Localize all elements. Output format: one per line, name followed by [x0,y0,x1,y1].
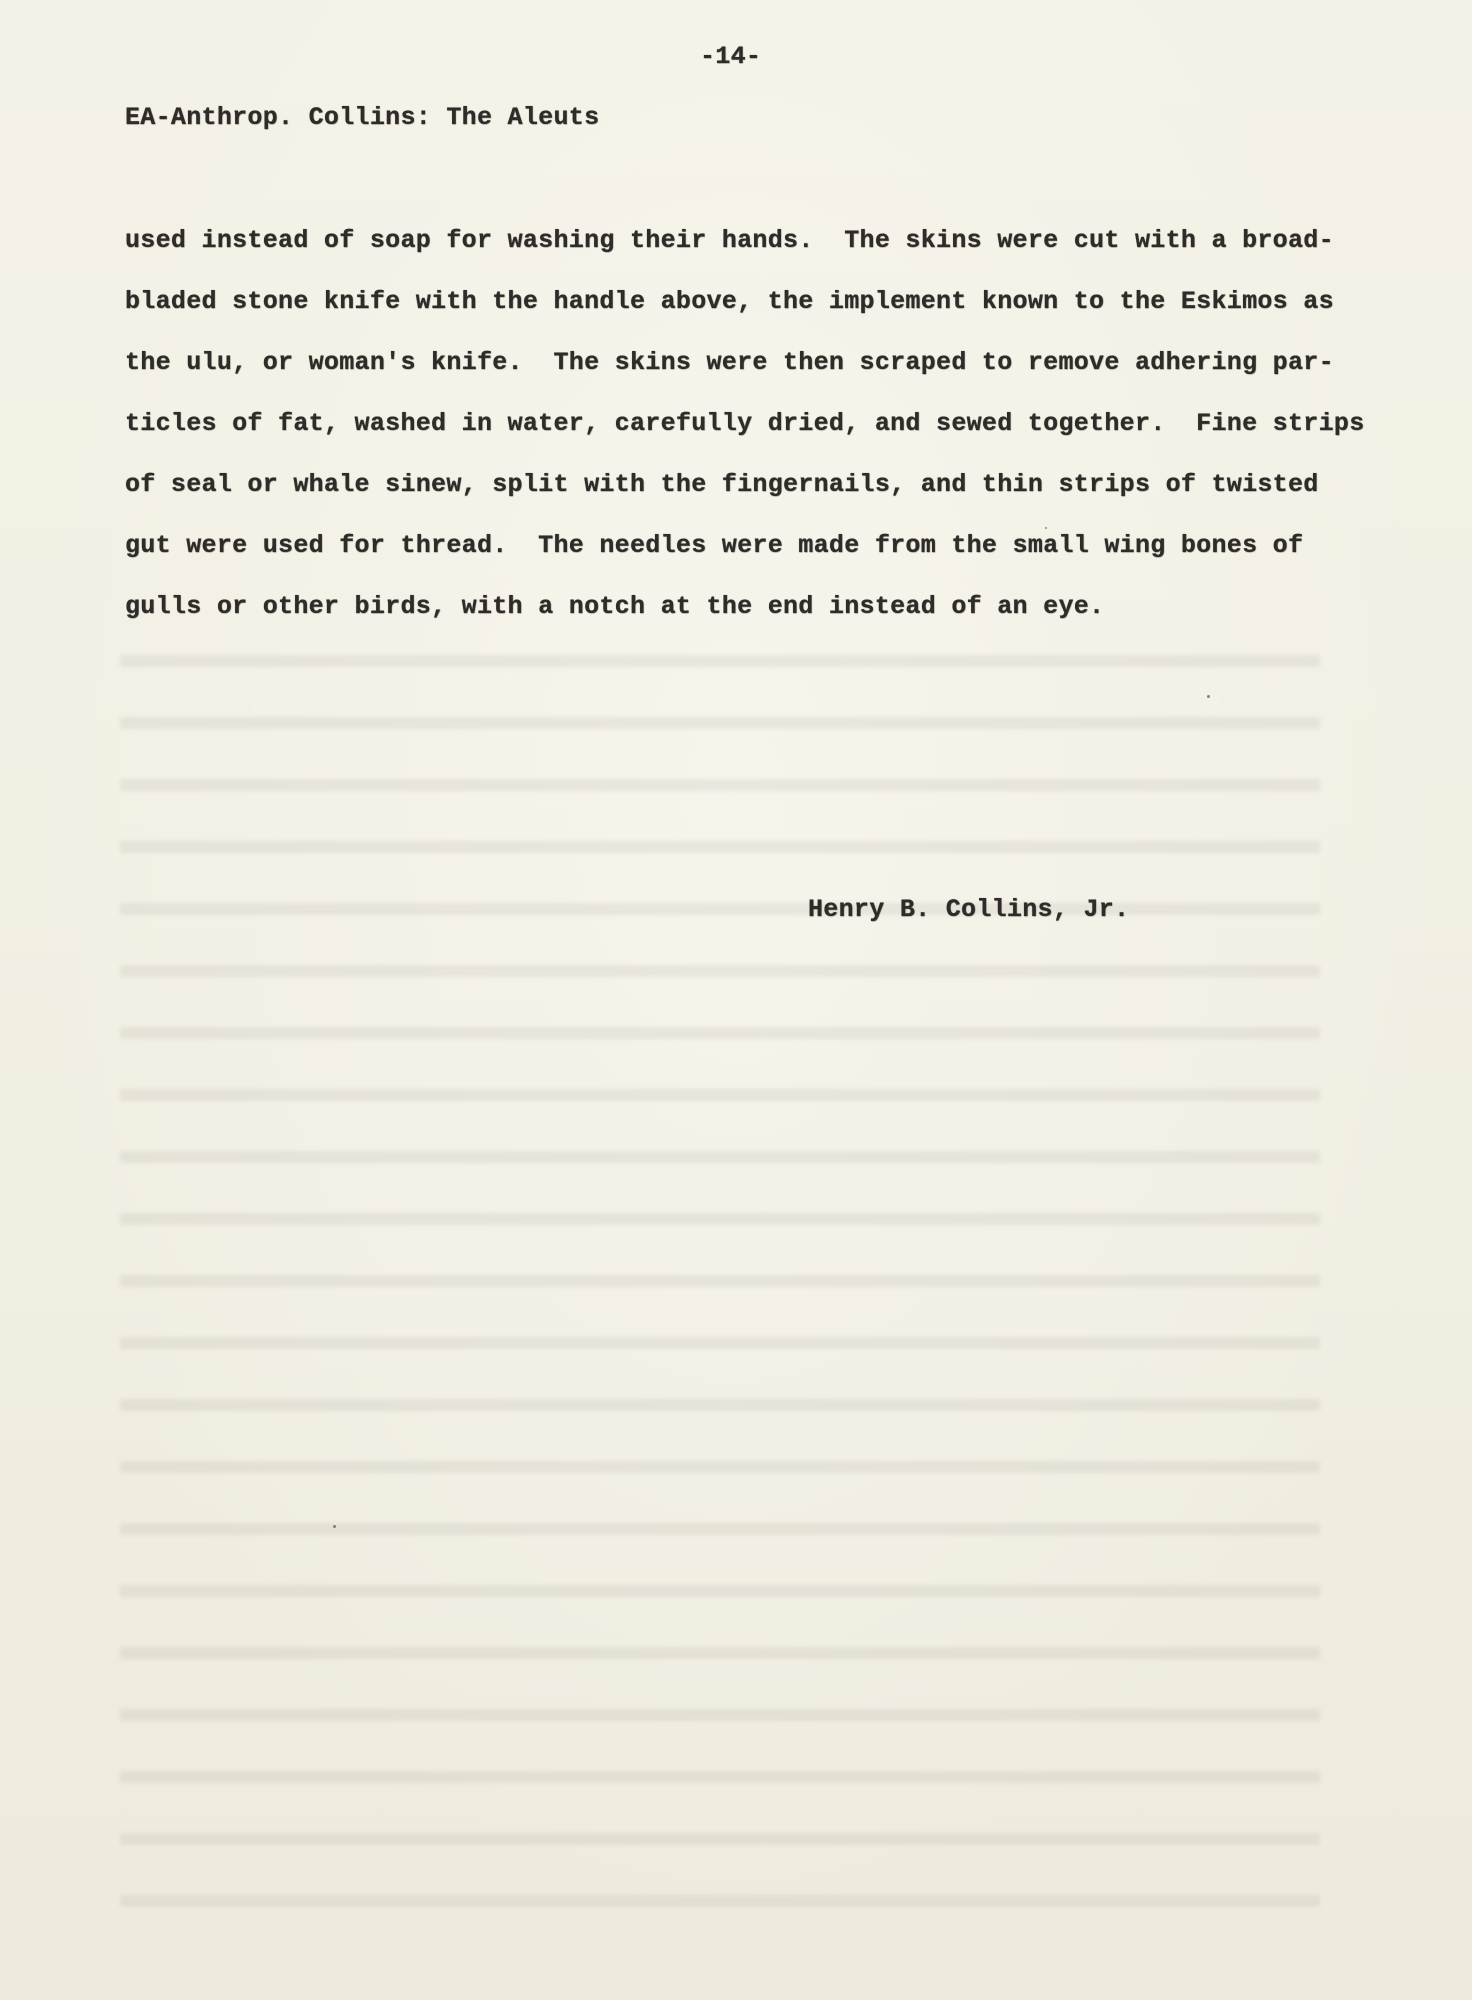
body-line: gut were used for thread. The needles were made from the small wing bones of [125,531,1304,560]
body-line: ticles of fat, washed in water, carefully dried, and sewed together. Fine strips [125,409,1365,438]
page-number: -14- [700,42,762,71]
body-line: used instead of soap for washing their hands. The skins were cut with a broad- [125,226,1334,255]
body-line: bladed stone knife with the handle above, the implement known to the Eskimos as [125,287,1334,316]
paper-speck [1207,695,1210,698]
running-head: EA-Anthrop. Collins: The Aleuts [125,103,600,132]
body-line: the ulu, or woman's knife. The skins were then scraped to remove adhering par- [125,348,1334,377]
body-line: of seal or whale sinew, split with the fingernails, and thin strips of twisted [125,470,1319,499]
bleed-through-shadow [120,615,1320,1915]
paper-speck [333,1525,336,1528]
paper-speck [1045,527,1047,529]
body-line: gulls or other birds, with a notch at the end instead of an eye. [125,592,1105,621]
body-paragraph [125,225,1365,652]
author-signature: Henry B. Collins, Jr. [808,895,1130,924]
